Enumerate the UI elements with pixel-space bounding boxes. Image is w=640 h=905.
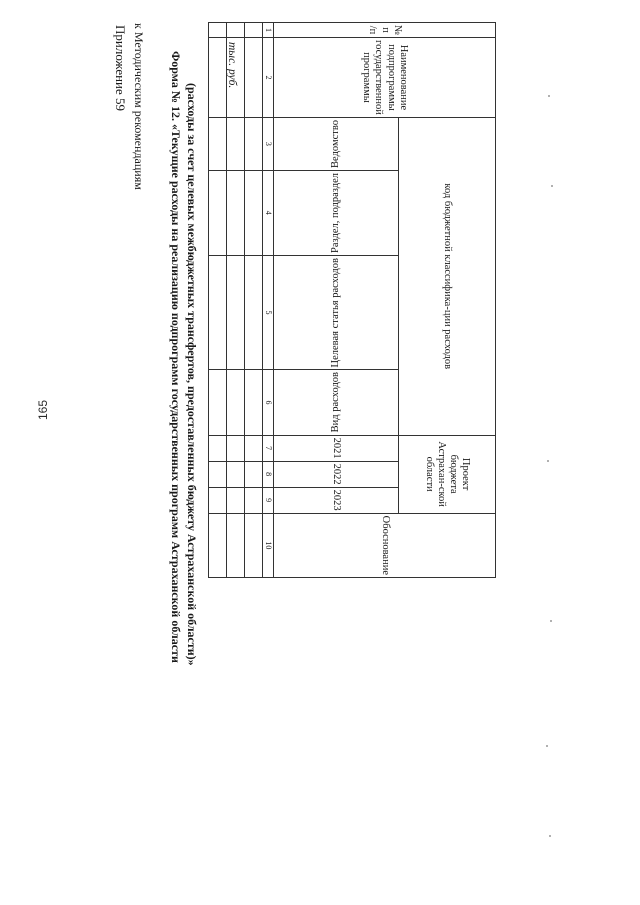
- header-type: Вид расходов: [329, 372, 341, 433]
- colnum-2: 2: [263, 38, 274, 118]
- header-target-cell: [274, 255, 399, 369]
- header-name: Наименование подпрограммы государственной программы: [274, 38, 496, 118]
- form-title-line2: (расходы за счет целевых межбюджетных трансфертов, предоставленных бюджету Астраханской области)»: [185, 83, 199, 666]
- expenses-table-wrapper: [208, 22, 496, 578]
- colnum-8: 8: [263, 461, 274, 487]
- expenses-table: [208, 22, 496, 578]
- scan-speck: [548, 95, 550, 97]
- header-budget-group: Проект бюджета Астрахан-ской области: [399, 435, 496, 513]
- appendix-reference: к Методическим рекомендациям: [132, 23, 146, 190]
- header-row-1: [399, 23, 496, 578]
- scan-speck: [549, 835, 551, 837]
- header-num: № п /п: [274, 23, 496, 38]
- header-section-cell: [274, 170, 399, 255]
- colnum-10: 10: [263, 513, 274, 577]
- header-type-cell: [274, 370, 399, 435]
- colnum-1: 1: [263, 23, 274, 38]
- colnum-5: 5: [263, 255, 274, 369]
- header-dept-cell: [274, 117, 399, 170]
- colnum-9: 9: [263, 487, 274, 513]
- page-number: 165: [36, 399, 50, 420]
- header-dept: Ведомство: [329, 119, 341, 168]
- table-row: [245, 23, 263, 578]
- colnum-3: 3: [263, 117, 274, 170]
- header-code-group: код бюджетной классифика-ции расходов: [399, 117, 496, 435]
- table-row: [227, 23, 245, 578]
- scan-speck: [547, 460, 549, 462]
- header-year-2022: 2022: [274, 461, 399, 487]
- scan-speck: [546, 745, 548, 747]
- scan-speck: [551, 185, 553, 187]
- header-section: Раздел, подраздел: [329, 172, 341, 253]
- header-year-2021: 2021: [274, 435, 399, 461]
- appendix-label: Приложение 59: [113, 25, 128, 112]
- units-label: тыс. руб.: [226, 42, 238, 89]
- header-target: Целевая статья расходов: [329, 257, 341, 368]
- colnum-4: 4: [263, 170, 274, 255]
- table-row: [209, 23, 227, 578]
- colnum-7: 7: [263, 435, 274, 461]
- form-title-line1: Форма № 12. «Текущие расходы на реализацию подпрограмм государственных программ Астраханской области: [169, 51, 183, 663]
- column-number-row: [263, 23, 274, 578]
- colnum-6: 6: [263, 370, 274, 435]
- header-basis: Обоснование: [274, 513, 496, 577]
- header-year-2023: 2023: [274, 487, 399, 513]
- scan-speck: [550, 620, 552, 622]
